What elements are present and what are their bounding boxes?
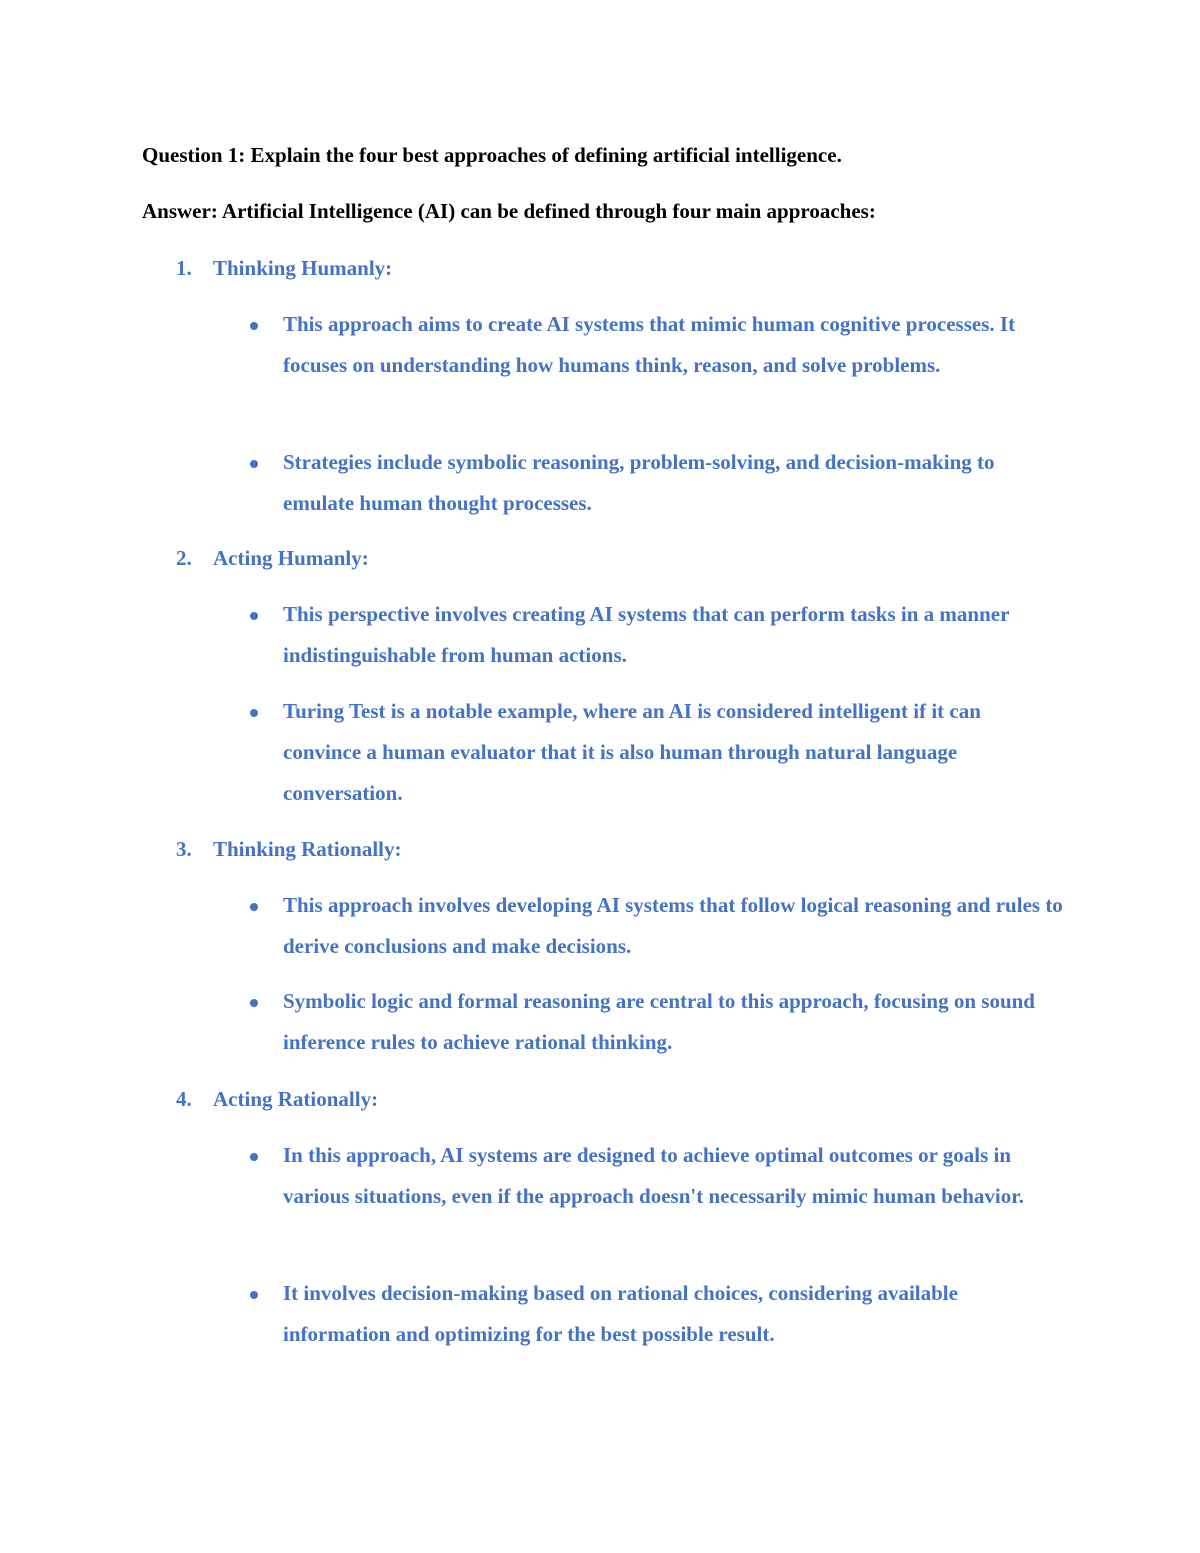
bullet-icon bbox=[250, 709, 258, 717]
approach-title: Thinking Rationally: bbox=[213, 837, 402, 861]
bullet-text: In this approach, AI systems are designed to achieve optimal outcomes or goals in various situations, even if the approach doesn't necessarily mimic human behavior. bbox=[283, 1143, 1024, 1208]
approach-number: 3. bbox=[176, 837, 192, 861]
bullet-text: Turing Test is a notable example, where an AI is considered intelligent if it can convince a human evaluator that it is also human through natural language conversation. bbox=[283, 699, 981, 805]
bullet-text: This approach involves developing AI systems that follow logical reasoning and rules to derive conclusions and make decisions. bbox=[283, 893, 1063, 958]
answer-label: Answer: bbox=[142, 199, 218, 223]
bullet-icon bbox=[250, 1291, 258, 1299]
question-line bbox=[142, 143, 842, 168]
approach-title: Acting Humanly: bbox=[213, 546, 369, 570]
answer-text: Artificial Intelligence (AI) can be defined through four main approaches: bbox=[221, 199, 876, 223]
bullet-text: This approach aims to create AI systems that mimic human cognitive processes. It focuses on understanding how humans think, reason, and solve problems. bbox=[283, 312, 1016, 377]
bullet-text: It involves decision-making based on rational choices, considering available information and optimizing for the best possible result. bbox=[283, 1281, 958, 1346]
bullet-icon bbox=[250, 999, 258, 1007]
bullet-text: Strategies include symbolic reasoning, problem-solving, and decision-making to emulate human thought processes. bbox=[283, 450, 995, 515]
approach-number: 1. bbox=[176, 256, 192, 280]
question-label: Question 1: bbox=[142, 143, 246, 167]
bullet-icon bbox=[250, 612, 258, 620]
bullet-text: Symbolic logic and formal reasoning are central to this approach, focusing on sound inference rules to achieve rational thinking. bbox=[283, 989, 1035, 1054]
bullet-icon bbox=[250, 1153, 258, 1161]
bullet-icon bbox=[250, 460, 258, 468]
approach-title: Acting Rationally: bbox=[213, 1087, 379, 1111]
bullet-icon bbox=[250, 903, 258, 911]
approach-number: 4. bbox=[176, 1087, 192, 1111]
question-text: Explain the four best approaches of defining artificial intelligence. bbox=[250, 143, 842, 167]
bullet-icon bbox=[250, 322, 258, 330]
answer-line bbox=[142, 199, 876, 224]
bullet-text: This perspective involves creating AI systems that can perform tasks in a manner indistinguishable from human actions. bbox=[283, 602, 1010, 667]
approach-number: 2. bbox=[176, 546, 192, 570]
approach-title: Thinking Humanly: bbox=[213, 256, 393, 280]
